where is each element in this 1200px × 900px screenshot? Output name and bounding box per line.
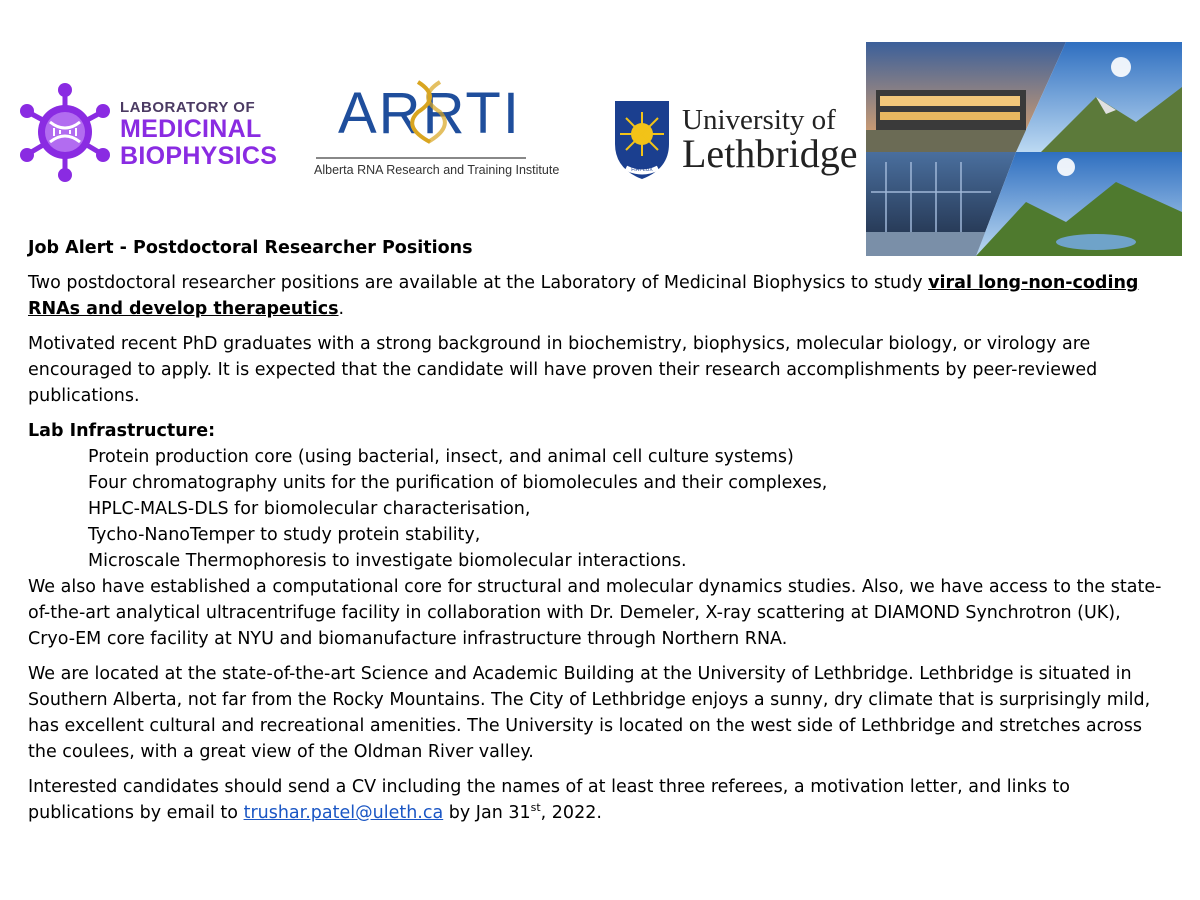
intro-paragraph — [28, 270, 1173, 322]
infrastructure-item: Microscale Thermophoresis to investigate biomolecular interactions. — [88, 551, 687, 571]
campus-photo-collage-icon — [866, 42, 1182, 256]
lmb-wordmark — [120, 100, 277, 169]
application-text: Interested candidates should send a CV including the names of at least three referees, a motivation letter, and links to publications by email to — [28, 777, 1070, 823]
infrastructure-section — [28, 418, 1173, 574]
arrti-logo — [310, 81, 560, 185]
infrastructure-item: Protein production core (using bacterial, insect, and animal cell culture systems) — [88, 447, 794, 467]
deadline-year: , 2022. — [540, 803, 602, 823]
infrastructure-item: HPLC-MALS-DLS for biomolecular characterisation, — [88, 499, 531, 519]
application-paragraph — [28, 774, 1173, 826]
infrastructure-heading: Lab Infrastructure: — [28, 421, 216, 441]
computational-paragraph: We also have established a computational core for structural and molecular dynamics studies. Also, we have access to the state-of-the-art analytical ultracentrifuge facility in collaboration with Dr. Demeler, X-ray scattering at DIAMOND Synchrotron (UK), Cryo-EM core facility at NYU and biomanufacture infrastructure through Northern RNA. — [28, 577, 1162, 649]
research-focus: viral long-non-coding RNAs and develop therapeutics — [28, 273, 1139, 319]
lmb-line2: MEDICINAL — [120, 115, 262, 143]
crest-icon — [612, 98, 672, 183]
uleth-line1: University of — [682, 104, 836, 136]
location-paragraph: We are located at the state-of-the-art Science and Academic Building at the University of Lethbridge. Lethbridge is situated in Southern Alberta, not far from the Rocky Mountains. The City of Lethbridge enjoys a sunny, dry climate that is surprisingly mild, has excellent cultural and recreational amenities. The University is located on the west side of Lethbridge and stretches across the coulees, with a great view of the Oldman River valley. — [28, 664, 1151, 762]
infrastructure-item: Tycho-NanoTemper to study protein stability, — [88, 525, 481, 545]
virus-rna-icon — [20, 82, 110, 182]
lmb-line3: BIOPHYSICS — [120, 142, 278, 170]
infrastructure-list — [28, 444, 1173, 574]
arrti-divider — [316, 157, 526, 159]
job-title: Job Alert - Postdoctoral Researcher Positions — [28, 238, 473, 258]
uleth-line2: Lethbridge — [682, 131, 858, 176]
lmb-line1: LABORATORY OF — [120, 99, 256, 116]
rna-helix-icon — [410, 77, 450, 147]
job-posting-body — [28, 235, 1173, 835]
campus-photo-collage — [866, 42, 1182, 256]
crest-motto: FIAT LUX — [631, 167, 653, 173]
lmb-logo — [20, 82, 280, 192]
arrti-subtitle: Alberta RNA Research and Training Institute — [314, 163, 560, 177]
intro-end: . — [338, 299, 345, 319]
uleth-logo — [612, 98, 862, 193]
contact-email-link[interactable]: trushar.patel@uleth.ca — [243, 803, 444, 823]
deadline-text: by Jan 31 — [443, 803, 531, 823]
motivation-paragraph: Motivated recent PhD graduates with a strong background in biochemistry, biophysics, molecular biology, or virology are encouraged to apply. It is expected that the candidate will have proven their research accomplishments by peer-reviewed publications. — [28, 334, 1098, 406]
intro-text: Two postdoctoral researcher positions are available at the Laboratory of Medicinal Biophysics to study — [28, 273, 929, 293]
arrti-wordmark: ARRTI — [338, 81, 521, 146]
deadline-ordinal: st — [530, 801, 541, 815]
infrastructure-item: Four chromatography units for the purification of biomolecules and their complexes, — [88, 473, 828, 493]
